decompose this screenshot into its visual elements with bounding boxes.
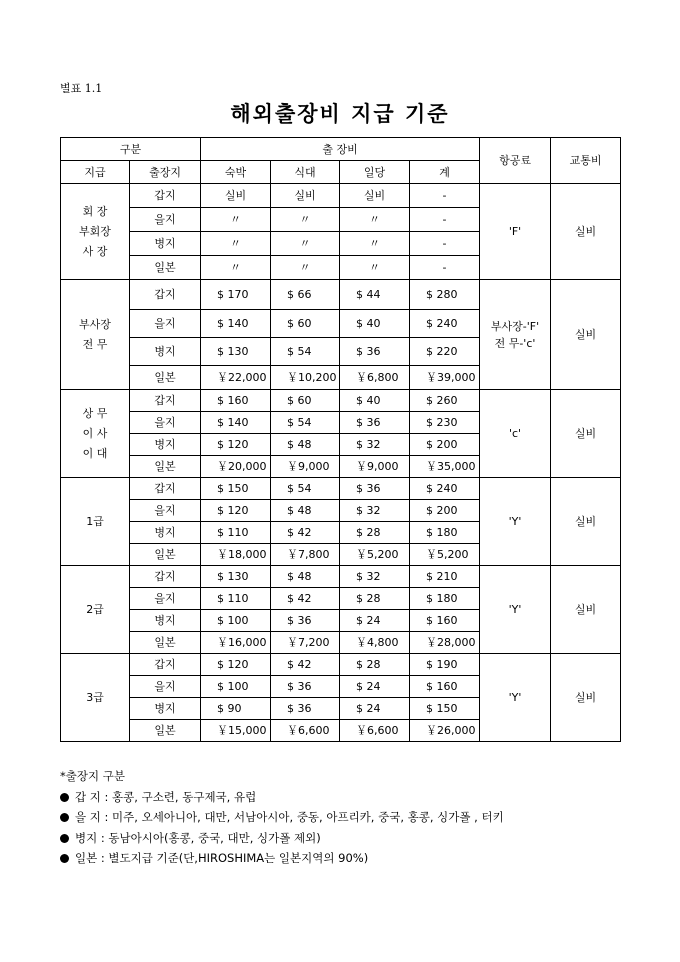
meals-cell: ￥7,200 <box>271 632 340 654</box>
airfare-cell <box>480 280 551 390</box>
lodging-cell: $ 120 <box>201 654 271 676</box>
meals-cell: $ 36 <box>271 698 340 720</box>
header-transport: 교통비 <box>551 138 621 184</box>
meals-cell: $ 66 <box>271 280 340 310</box>
header-jigeup: 지급 <box>61 161 130 184</box>
total-cell: $ 230 <box>410 412 480 434</box>
meals-cell: ￥6,600 <box>271 720 340 742</box>
total-cell: $ 180 <box>410 588 480 610</box>
header-chuljang-bi: 출 장비 <box>201 138 480 161</box>
lodging-cell: ￥16,000 <box>201 632 271 654</box>
daily-cell: $ 24 <box>340 610 410 632</box>
notes-section <box>60 766 504 869</box>
airfare-line: 'c' <box>508 427 522 440</box>
region-cell: 병지 <box>130 522 201 544</box>
daily-cell: 실비 <box>340 184 410 208</box>
meals-cell: $ 54 <box>271 412 340 434</box>
grade-line: 3급 <box>86 690 104 704</box>
grade-cell <box>61 654 130 742</box>
daily-cell: $ 32 <box>340 566 410 588</box>
daily-cell: $ 24 <box>340 676 410 698</box>
region-cell: 을지 <box>130 500 201 522</box>
region-cell: 일본 <box>130 632 201 654</box>
bullet-icon <box>60 834 69 843</box>
grade-line: 회 장 <box>82 204 108 218</box>
daily-cell: $ 24 <box>340 698 410 720</box>
daily-cell: $ 28 <box>340 522 410 544</box>
grade-cell <box>61 478 130 566</box>
notes-heading: *출장지 구분 <box>60 769 125 783</box>
daily-cell: $ 36 <box>340 478 410 500</box>
bullet-icon <box>60 793 69 802</box>
header-lodging: 숙박 <box>201 161 271 184</box>
lodging-cell: $ 140 <box>201 310 271 338</box>
total-cell: ￥5,200 <box>410 544 480 566</box>
meals-cell: ￥7,800 <box>271 544 340 566</box>
airfare-line: 'F' <box>508 225 522 238</box>
transport-cell: 실비 <box>551 566 621 654</box>
lodging-cell: ￥22,000 <box>201 366 271 390</box>
daily-cell: ￥6,800 <box>340 366 410 390</box>
expense-table <box>60 137 621 742</box>
daily-cell: ￥4,800 <box>340 632 410 654</box>
region-cell: 을지 <box>130 588 201 610</box>
lodging-cell: $ 120 <box>201 500 271 522</box>
note-item: 병지 : 동남아시아(홍콩, 중국, 대만, 싱가폴 제외) <box>60 828 504 849</box>
transport-cell: 실비 <box>551 280 621 390</box>
daily-cell: $ 32 <box>340 500 410 522</box>
meals-cell: 실비 <box>271 184 340 208</box>
lodging-cell: 실비 <box>201 184 271 208</box>
airfare-cell <box>480 390 551 478</box>
lodging-cell: $ 150 <box>201 478 271 500</box>
region-cell: 갑지 <box>130 280 201 310</box>
lodging-cell: $ 160 <box>201 390 271 412</box>
airfare-cell <box>480 478 551 566</box>
grade-line: 2급 <box>86 602 104 616</box>
meals-cell: 〃 <box>271 232 340 256</box>
lodging-cell: $ 130 <box>201 566 271 588</box>
meals-cell: ￥9,000 <box>271 456 340 478</box>
table-body <box>61 184 621 742</box>
region-cell: 병지 <box>130 232 201 256</box>
lodging-cell: $ 140 <box>201 412 271 434</box>
daily-cell: ￥6,600 <box>340 720 410 742</box>
region-cell: 갑지 <box>130 184 201 208</box>
grade-line: 전 무 <box>82 337 108 351</box>
lodging-cell: 〃 <box>201 256 271 280</box>
grade-cell <box>61 280 130 390</box>
meals-cell: $ 42 <box>271 522 340 544</box>
lodging-cell: 〃 <box>201 208 271 232</box>
table-row <box>61 280 621 310</box>
lodging-cell: ￥18,000 <box>201 544 271 566</box>
daily-cell: $ 40 <box>340 310 410 338</box>
region-cell: 갑지 <box>130 566 201 588</box>
daily-cell: $ 32 <box>340 434 410 456</box>
total-cell: - <box>410 256 480 280</box>
total-cell: $ 240 <box>410 310 480 338</box>
daily-cell: 〃 <box>340 232 410 256</box>
grade-line: 사 장 <box>82 244 108 258</box>
airfare-line: 전 무-'c' <box>494 336 536 350</box>
daily-cell: 〃 <box>340 208 410 232</box>
total-cell: $ 180 <box>410 522 480 544</box>
meals-cell: $ 48 <box>271 434 340 456</box>
daily-cell: $ 36 <box>340 338 410 366</box>
table-row <box>61 184 621 208</box>
note-item: 일본 : 별도지급 기준(단,HIROSHIMA는 일본지역의 90%) <box>60 848 504 869</box>
bullet-icon <box>60 813 69 822</box>
header-daily: 일당 <box>340 161 410 184</box>
airfare-line: 'Y' <box>508 603 522 616</box>
lodging-cell: ￥15,000 <box>201 720 271 742</box>
lodging-cell: $ 170 <box>201 280 271 310</box>
total-cell: ￥35,000 <box>410 456 480 478</box>
transport-cell: 실비 <box>551 478 621 566</box>
grade-cell <box>61 390 130 478</box>
region-cell: 병지 <box>130 434 201 456</box>
total-cell: - <box>410 184 480 208</box>
lodging-cell: $ 90 <box>201 698 271 720</box>
table-header <box>61 138 621 184</box>
total-cell: $ 200 <box>410 434 480 456</box>
grade-line: 상 무 <box>82 406 108 420</box>
grade-line: 부사장 <box>79 317 111 331</box>
lodging-cell: 〃 <box>201 232 271 256</box>
meals-cell: $ 54 <box>271 338 340 366</box>
total-cell: $ 150 <box>410 698 480 720</box>
meals-cell: $ 42 <box>271 588 340 610</box>
total-cell: $ 240 <box>410 478 480 500</box>
grade-line: 1급 <box>86 514 104 528</box>
header-meals: 식대 <box>271 161 340 184</box>
header-total: 계 <box>410 161 480 184</box>
meals-cell: $ 54 <box>271 478 340 500</box>
lodging-cell: $ 100 <box>201 676 271 698</box>
meals-cell: $ 36 <box>271 676 340 698</box>
airfare-line: 'Y' <box>508 515 522 528</box>
airfare-line: 'Y' <box>508 691 522 704</box>
region-cell: 을지 <box>130 412 201 434</box>
total-cell: $ 280 <box>410 280 480 310</box>
lodging-cell: $ 130 <box>201 338 271 366</box>
daily-cell: $ 28 <box>340 654 410 676</box>
daily-cell: 〃 <box>340 256 410 280</box>
grade-line: 이 대 <box>82 446 108 460</box>
transport-cell: 실비 <box>551 184 621 280</box>
total-cell: ￥39,000 <box>410 366 480 390</box>
total-cell: - <box>410 232 480 256</box>
header-airfare: 항공료 <box>480 138 551 184</box>
region-cell: 병지 <box>130 338 201 366</box>
lodging-cell: ￥20,000 <box>201 456 271 478</box>
header-gubun: 구분 <box>61 138 201 161</box>
lodging-cell: $ 110 <box>201 522 271 544</box>
daily-cell: ￥9,000 <box>340 456 410 478</box>
total-cell: $ 220 <box>410 338 480 366</box>
airfare-cell <box>480 184 551 280</box>
daily-cell: $ 44 <box>340 280 410 310</box>
table-row <box>61 654 621 676</box>
airfare-cell <box>480 566 551 654</box>
meals-cell: $ 42 <box>271 654 340 676</box>
total-cell: - <box>410 208 480 232</box>
document-label: 별표 1.1 <box>60 82 103 95</box>
total-cell: $ 200 <box>410 500 480 522</box>
lodging-cell: $ 100 <box>201 610 271 632</box>
region-cell: 일본 <box>130 544 201 566</box>
meals-cell: 〃 <box>271 208 340 232</box>
transport-cell: 실비 <box>551 654 621 742</box>
region-cell: 을지 <box>130 676 201 698</box>
table-row <box>61 566 621 588</box>
meals-cell: 〃 <box>271 256 340 280</box>
note-item: 갑 지 : 홍콩, 구소련, 동구제국, 유럽 <box>60 787 504 808</box>
meals-cell: $ 60 <box>271 390 340 412</box>
airfare-line: 부사장-'F' <box>490 319 540 333</box>
total-cell: $ 190 <box>410 654 480 676</box>
region-cell: 병지 <box>130 698 201 720</box>
total-cell: ￥28,000 <box>410 632 480 654</box>
region-cell: 일본 <box>130 256 201 280</box>
region-cell: 을지 <box>130 310 201 338</box>
daily-cell: $ 28 <box>340 588 410 610</box>
region-cell: 병지 <box>130 610 201 632</box>
region-cell: 일본 <box>130 456 201 478</box>
region-cell: 일본 <box>130 366 201 390</box>
lodging-cell: $ 110 <box>201 588 271 610</box>
grade-cell <box>61 184 130 280</box>
meals-cell: $ 60 <box>271 310 340 338</box>
region-cell: 갑지 <box>130 390 201 412</box>
meals-cell: ￥10,200 <box>271 366 340 390</box>
grade-cell <box>61 566 130 654</box>
total-cell: $ 160 <box>410 676 480 698</box>
daily-cell: $ 36 <box>340 412 410 434</box>
table-row <box>61 478 621 500</box>
lodging-cell: $ 120 <box>201 434 271 456</box>
daily-cell: ￥5,200 <box>340 544 410 566</box>
region-cell: 일본 <box>130 720 201 742</box>
bullet-icon <box>60 854 69 863</box>
meals-cell: $ 48 <box>271 500 340 522</box>
header-region: 출장지 <box>130 161 201 184</box>
total-cell: ￥26,000 <box>410 720 480 742</box>
note-item: 을 지 : 미주, 오세아니아, 대만, 서남아시아, 중동, 아프리카, 중국, 홍콩, 싱가폴 , 터키 <box>60 807 504 828</box>
meals-cell: $ 48 <box>271 566 340 588</box>
region-cell: 갑지 <box>130 478 201 500</box>
table-row <box>61 390 621 412</box>
airfare-cell <box>480 654 551 742</box>
meals-cell: $ 36 <box>271 610 340 632</box>
total-cell: $ 160 <box>410 610 480 632</box>
page-title: 해외출장비 지급 기준 <box>230 101 450 126</box>
daily-cell: $ 40 <box>340 390 410 412</box>
total-cell: $ 210 <box>410 566 480 588</box>
region-cell: 을지 <box>130 208 201 232</box>
grade-line: 부회장 <box>79 224 111 238</box>
region-cell: 갑지 <box>130 654 201 676</box>
grade-line: 이 사 <box>82 426 108 440</box>
transport-cell: 실비 <box>551 390 621 478</box>
total-cell: $ 260 <box>410 390 480 412</box>
